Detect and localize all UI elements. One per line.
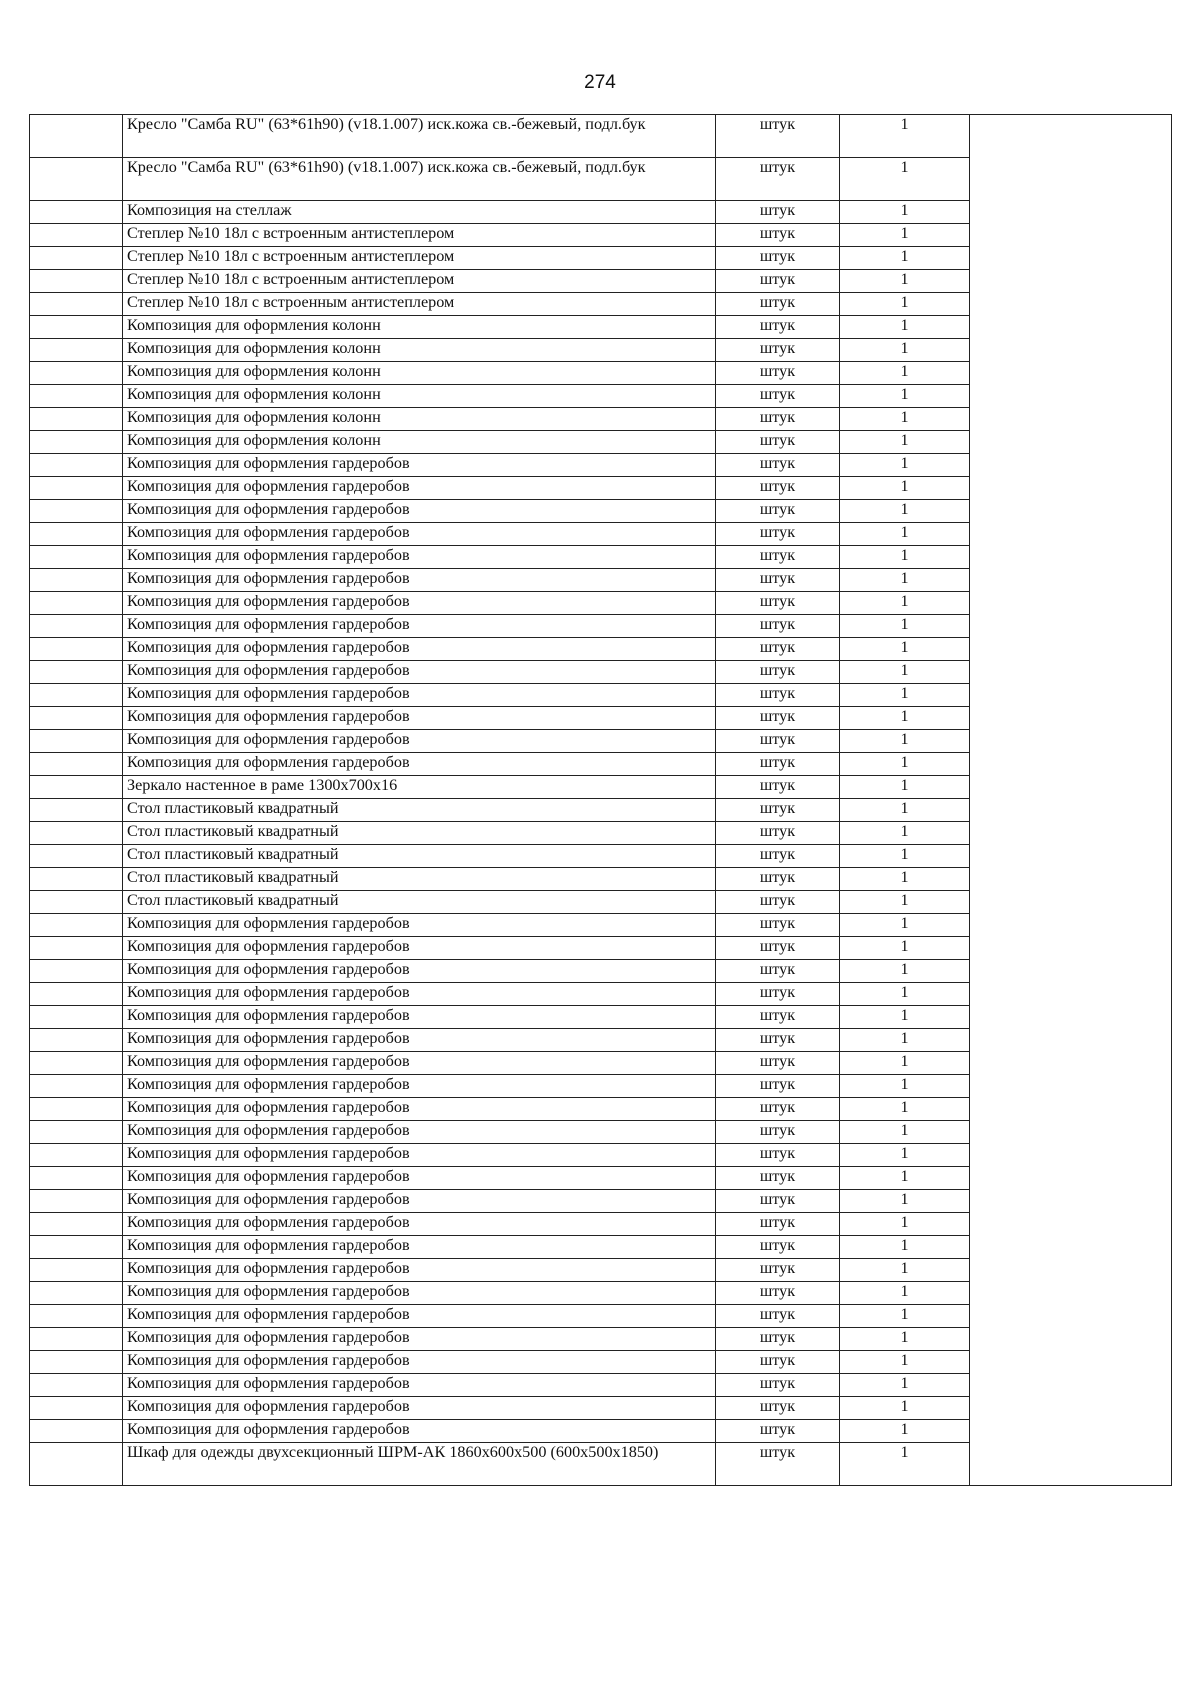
quantity-cell: 1 bbox=[840, 1029, 970, 1052]
item-name-cell: Композиция для оформления гардеробов bbox=[123, 454, 716, 477]
row-index-cell bbox=[30, 316, 123, 339]
row-index-cell bbox=[30, 1351, 123, 1374]
row-index-cell bbox=[30, 1121, 123, 1144]
unit-cell: штук bbox=[716, 1006, 840, 1029]
row-index-cell bbox=[30, 1397, 123, 1420]
unit-cell: штук bbox=[716, 1374, 840, 1397]
quantity-cell: 1 bbox=[840, 1259, 970, 1282]
quantity-cell: 1 bbox=[840, 707, 970, 730]
unit-cell: штук bbox=[716, 408, 840, 431]
row-index-cell bbox=[30, 1075, 123, 1098]
row-index-cell bbox=[30, 1144, 123, 1167]
unit-cell: штук bbox=[716, 293, 840, 316]
quantity-cell: 1 bbox=[840, 799, 970, 822]
unit-cell: штук bbox=[716, 385, 840, 408]
row-index-cell bbox=[30, 1236, 123, 1259]
row-index-cell bbox=[30, 592, 123, 615]
item-name-cell: Композиция для оформления гардеробов bbox=[123, 937, 716, 960]
quantity-cell: 1 bbox=[840, 431, 970, 454]
quantity-cell: 1 bbox=[840, 822, 970, 845]
row-index-cell bbox=[30, 270, 123, 293]
quantity-cell: 1 bbox=[840, 362, 970, 385]
item-name-cell: Композиция для оформления гардеробов bbox=[123, 500, 716, 523]
row-index-cell bbox=[30, 1443, 123, 1486]
quantity-cell: 1 bbox=[840, 615, 970, 638]
row-index-cell bbox=[30, 362, 123, 385]
unit-cell: штук bbox=[716, 661, 840, 684]
unit-cell: штук bbox=[716, 684, 840, 707]
row-index-cell bbox=[30, 799, 123, 822]
unit-cell: штук bbox=[716, 914, 840, 937]
unit-cell: штук bbox=[716, 1351, 840, 1374]
quantity-cell: 1 bbox=[840, 592, 970, 615]
unit-cell: штук bbox=[716, 845, 840, 868]
unit-cell: штук bbox=[716, 1328, 840, 1351]
unit-cell: штук bbox=[716, 1213, 840, 1236]
quantity-cell: 1 bbox=[840, 684, 970, 707]
item-name-cell: Композиция для оформления гардеробов bbox=[123, 730, 716, 753]
item-name-cell: Композиция для оформления гардеробов bbox=[123, 983, 716, 1006]
item-name-cell: Степлер №10 18л с встроенным антистеплером bbox=[123, 270, 716, 293]
item-name-cell: Композиция для оформления гардеробов bbox=[123, 477, 716, 500]
row-index-cell bbox=[30, 707, 123, 730]
item-name-cell: Стол пластиковый квадратный bbox=[123, 799, 716, 822]
row-index-cell bbox=[30, 293, 123, 316]
row-index-cell bbox=[30, 546, 123, 569]
item-name-cell: Шкаф для одежды двухсекционный ШРМ-АК 1860х600х500 (600х500х1850) bbox=[123, 1443, 716, 1486]
item-name-cell: Композиция для оформления гардеробов bbox=[123, 1075, 716, 1098]
quantity-cell: 1 bbox=[840, 224, 970, 247]
row-index-cell bbox=[30, 937, 123, 960]
item-name-cell: Кресло "Самба RU" (63*61h90) (v18.1.007) иск.кожа св.-бежевый, подл.бук bbox=[123, 158, 716, 201]
quantity-cell: 1 bbox=[840, 523, 970, 546]
unit-cell: штук bbox=[716, 362, 840, 385]
quantity-cell: 1 bbox=[840, 115, 970, 158]
row-index-cell bbox=[30, 684, 123, 707]
row-index-cell bbox=[30, 730, 123, 753]
item-name-cell: Композиция для оформления гардеробов bbox=[123, 1029, 716, 1052]
item-name-cell: Композиция для оформления гардеробов bbox=[123, 1190, 716, 1213]
quantity-cell: 1 bbox=[840, 1236, 970, 1259]
quantity-cell: 1 bbox=[840, 247, 970, 270]
item-name-cell: Композиция для оформления гардеробов bbox=[123, 569, 716, 592]
quantity-cell: 1 bbox=[840, 983, 970, 1006]
unit-cell: штук bbox=[716, 569, 840, 592]
quantity-cell: 1 bbox=[840, 753, 970, 776]
unit-cell: штук bbox=[716, 707, 840, 730]
row-index-cell bbox=[30, 615, 123, 638]
item-name-cell: Степлер №10 18л с встроенным антистеплером bbox=[123, 293, 716, 316]
item-name-cell: Композиция для оформления гардеробов bbox=[123, 684, 716, 707]
quantity-cell: 1 bbox=[840, 1213, 970, 1236]
quantity-cell: 1 bbox=[840, 158, 970, 201]
table-row bbox=[30, 115, 1172, 158]
row-index-cell bbox=[30, 891, 123, 914]
quantity-cell: 1 bbox=[840, 845, 970, 868]
row-index-cell bbox=[30, 1420, 123, 1443]
item-name-cell: Композиция для оформления гардеробов bbox=[123, 1052, 716, 1075]
unit-cell: штук bbox=[716, 983, 840, 1006]
quantity-cell: 1 bbox=[840, 1167, 970, 1190]
row-index-cell bbox=[30, 1213, 123, 1236]
item-name-cell: Композиция для оформления гардеробов bbox=[123, 707, 716, 730]
row-index-cell bbox=[30, 914, 123, 937]
item-name-cell: Композиция для оформления колонн bbox=[123, 408, 716, 431]
item-name-cell: Композиция для оформления гардеробов bbox=[123, 661, 716, 684]
unit-cell: штук bbox=[716, 224, 840, 247]
unit-cell: штук bbox=[716, 730, 840, 753]
row-index-cell bbox=[30, 569, 123, 592]
row-index-cell bbox=[30, 822, 123, 845]
row-index-cell bbox=[30, 661, 123, 684]
row-index-cell bbox=[30, 247, 123, 270]
row-index-cell bbox=[30, 385, 123, 408]
row-index-cell bbox=[30, 1052, 123, 1075]
unit-cell: штук bbox=[716, 1282, 840, 1305]
quantity-cell: 1 bbox=[840, 1351, 970, 1374]
row-index-cell bbox=[30, 1190, 123, 1213]
row-index-cell bbox=[30, 1029, 123, 1052]
item-name-cell: Стол пластиковый квадратный bbox=[123, 822, 716, 845]
item-name-cell: Композиция для оформления гардеробов bbox=[123, 914, 716, 937]
quantity-cell: 1 bbox=[840, 1052, 970, 1075]
row-index-cell bbox=[30, 523, 123, 546]
unit-cell: штук bbox=[716, 891, 840, 914]
quantity-cell: 1 bbox=[840, 1443, 970, 1486]
item-name-cell: Степлер №10 18л с встроенным антистеплером bbox=[123, 224, 716, 247]
item-name-cell: Композиция для оформления гардеробов bbox=[123, 1282, 716, 1305]
row-index-cell bbox=[30, 201, 123, 224]
item-name-cell: Композиция для оформления гардеробов bbox=[123, 1259, 716, 1282]
unit-cell: штук bbox=[716, 592, 840, 615]
unit-cell: штук bbox=[716, 431, 840, 454]
unit-cell: штук bbox=[716, 937, 840, 960]
table-body bbox=[30, 115, 1172, 1486]
quantity-cell: 1 bbox=[840, 201, 970, 224]
quantity-cell: 1 bbox=[840, 914, 970, 937]
unit-cell: штук bbox=[716, 247, 840, 270]
unit-cell: штук bbox=[716, 1397, 840, 1420]
unit-cell: штук bbox=[716, 1259, 840, 1282]
unit-cell: штук bbox=[716, 1121, 840, 1144]
quantity-cell: 1 bbox=[840, 385, 970, 408]
quantity-cell: 1 bbox=[840, 1420, 970, 1443]
row-index-cell bbox=[30, 868, 123, 891]
quantity-cell: 1 bbox=[840, 454, 970, 477]
row-index-cell bbox=[30, 115, 123, 158]
quantity-cell: 1 bbox=[840, 500, 970, 523]
quantity-cell: 1 bbox=[840, 1282, 970, 1305]
unit-cell: штук bbox=[716, 822, 840, 845]
quantity-cell: 1 bbox=[840, 661, 970, 684]
item-name-cell: Композиция для оформления колонн bbox=[123, 431, 716, 454]
quantity-cell: 1 bbox=[840, 1098, 970, 1121]
quantity-cell: 1 bbox=[840, 477, 970, 500]
unit-cell: штук bbox=[716, 1420, 840, 1443]
item-name-cell: Композиция на стеллаж bbox=[123, 201, 716, 224]
quantity-cell: 1 bbox=[840, 408, 970, 431]
quantity-cell: 1 bbox=[840, 1374, 970, 1397]
row-index-cell bbox=[30, 339, 123, 362]
row-index-cell bbox=[30, 845, 123, 868]
item-name-cell: Композиция для оформления гардеробов bbox=[123, 1236, 716, 1259]
item-name-cell: Композиция для оформления гардеробов bbox=[123, 1420, 716, 1443]
unit-cell: штук bbox=[716, 115, 840, 158]
row-index-cell bbox=[30, 500, 123, 523]
unit-cell: штук bbox=[716, 523, 840, 546]
item-name-cell: Кресло "Самба RU" (63*61h90) (v18.1.007) иск.кожа св.-бежевый, подл.бук bbox=[123, 115, 716, 158]
quantity-cell: 1 bbox=[840, 1006, 970, 1029]
quantity-cell: 1 bbox=[840, 293, 970, 316]
item-name-cell: Композиция для оформления гардеробов bbox=[123, 1397, 716, 1420]
unit-cell: штук bbox=[716, 799, 840, 822]
item-name-cell: Композиция для оформления гардеробов bbox=[123, 546, 716, 569]
unit-cell: штук bbox=[716, 1052, 840, 1075]
row-index-cell bbox=[30, 454, 123, 477]
quantity-cell: 1 bbox=[840, 730, 970, 753]
row-index-cell bbox=[30, 960, 123, 983]
row-index-cell bbox=[30, 983, 123, 1006]
row-index-cell bbox=[30, 224, 123, 247]
inventory-table bbox=[29, 114, 1172, 1486]
unit-cell: штук bbox=[716, 753, 840, 776]
item-name-cell: Зеркало настенное в раме 1300х700х16 bbox=[123, 776, 716, 799]
item-name-cell: Композиция для оформления колонн bbox=[123, 339, 716, 362]
quantity-cell: 1 bbox=[840, 339, 970, 362]
quantity-cell: 1 bbox=[840, 1121, 970, 1144]
quantity-cell: 1 bbox=[840, 1397, 970, 1420]
row-index-cell bbox=[30, 1006, 123, 1029]
row-index-cell bbox=[30, 638, 123, 661]
unit-cell: штук bbox=[716, 158, 840, 201]
quantity-cell: 1 bbox=[840, 776, 970, 799]
unit-cell: штук bbox=[716, 1190, 840, 1213]
quantity-cell: 1 bbox=[840, 868, 970, 891]
row-index-cell bbox=[30, 408, 123, 431]
item-name-cell: Композиция для оформления гардеробов bbox=[123, 1144, 716, 1167]
unit-cell: штук bbox=[716, 454, 840, 477]
item-name-cell: Композиция для оформления гардеробов bbox=[123, 960, 716, 983]
quantity-cell: 1 bbox=[840, 546, 970, 569]
unit-cell: штук bbox=[716, 500, 840, 523]
item-name-cell: Композиция для оформления гардеробов bbox=[123, 753, 716, 776]
quantity-cell: 1 bbox=[840, 1144, 970, 1167]
item-name-cell: Композиция для оформления гардеробов bbox=[123, 1098, 716, 1121]
quantity-cell: 1 bbox=[840, 960, 970, 983]
item-name-cell: Композиция для оформления гардеробов bbox=[123, 638, 716, 661]
row-index-cell bbox=[30, 431, 123, 454]
item-name-cell: Композиция для оформления колонн bbox=[123, 385, 716, 408]
row-index-cell bbox=[30, 1305, 123, 1328]
unit-cell: штук bbox=[716, 1029, 840, 1052]
item-name-cell: Композиция для оформления колонн bbox=[123, 316, 716, 339]
unit-cell: штук bbox=[716, 1305, 840, 1328]
quantity-cell: 1 bbox=[840, 270, 970, 293]
unit-cell: штук bbox=[716, 1167, 840, 1190]
row-index-cell bbox=[30, 158, 123, 201]
row-index-cell bbox=[30, 1374, 123, 1397]
item-name-cell: Композиция для оформления гардеробов bbox=[123, 1213, 716, 1236]
item-name-cell: Композиция для оформления гардеробов bbox=[123, 1351, 716, 1374]
quantity-cell: 1 bbox=[840, 937, 970, 960]
unit-cell: штук bbox=[716, 546, 840, 569]
row-index-cell bbox=[30, 1167, 123, 1190]
item-name-cell: Стол пластиковый квадратный bbox=[123, 891, 716, 914]
unit-cell: штук bbox=[716, 339, 840, 362]
unit-cell: штук bbox=[716, 316, 840, 339]
item-name-cell: Степлер №10 18л с встроенным антистеплером bbox=[123, 247, 716, 270]
quantity-cell: 1 bbox=[840, 1305, 970, 1328]
page-number: 274 bbox=[584, 72, 616, 93]
item-name-cell: Композиция для оформления гардеробов bbox=[123, 523, 716, 546]
quantity-cell: 1 bbox=[840, 1190, 970, 1213]
unit-cell: штук bbox=[716, 615, 840, 638]
notes-cell bbox=[970, 115, 1172, 1486]
unit-cell: штук bbox=[716, 1075, 840, 1098]
unit-cell: штук bbox=[716, 201, 840, 224]
quantity-cell: 1 bbox=[840, 1328, 970, 1351]
unit-cell: штук bbox=[716, 1443, 840, 1486]
item-name-cell: Композиция для оформления гардеробов bbox=[123, 1305, 716, 1328]
item-name-cell: Композиция для оформления гардеробов bbox=[123, 1167, 716, 1190]
unit-cell: штук bbox=[716, 270, 840, 293]
item-name-cell: Композиция для оформления гардеробов bbox=[123, 1374, 716, 1397]
row-index-cell bbox=[30, 1282, 123, 1305]
row-index-cell bbox=[30, 1098, 123, 1121]
quantity-cell: 1 bbox=[840, 569, 970, 592]
row-index-cell bbox=[30, 753, 123, 776]
item-name-cell: Стол пластиковый квадратный bbox=[123, 868, 716, 891]
item-name-cell: Композиция для оформления гардеробов bbox=[123, 1328, 716, 1351]
item-name-cell: Стол пластиковый квадратный bbox=[123, 845, 716, 868]
item-name-cell: Композиция для оформления гардеробов bbox=[123, 592, 716, 615]
quantity-cell: 1 bbox=[840, 316, 970, 339]
row-index-cell bbox=[30, 776, 123, 799]
unit-cell: штук bbox=[716, 1144, 840, 1167]
unit-cell: штук bbox=[716, 868, 840, 891]
row-index-cell bbox=[30, 1259, 123, 1282]
row-index-cell bbox=[30, 1328, 123, 1351]
quantity-cell: 1 bbox=[840, 638, 970, 661]
unit-cell: штук bbox=[716, 1098, 840, 1121]
item-name-cell: Композиция для оформления колонн bbox=[123, 362, 716, 385]
row-index-cell bbox=[30, 477, 123, 500]
item-name-cell: Композиция для оформления гардеробов bbox=[123, 615, 716, 638]
unit-cell: штук bbox=[716, 776, 840, 799]
unit-cell: штук bbox=[716, 477, 840, 500]
unit-cell: штук bbox=[716, 638, 840, 661]
item-name-cell: Композиция для оформления гардеробов bbox=[123, 1121, 716, 1144]
quantity-cell: 1 bbox=[840, 891, 970, 914]
item-name-cell: Композиция для оформления гардеробов bbox=[123, 1006, 716, 1029]
unit-cell: штук bbox=[716, 1236, 840, 1259]
unit-cell: штук bbox=[716, 960, 840, 983]
quantity-cell: 1 bbox=[840, 1075, 970, 1098]
